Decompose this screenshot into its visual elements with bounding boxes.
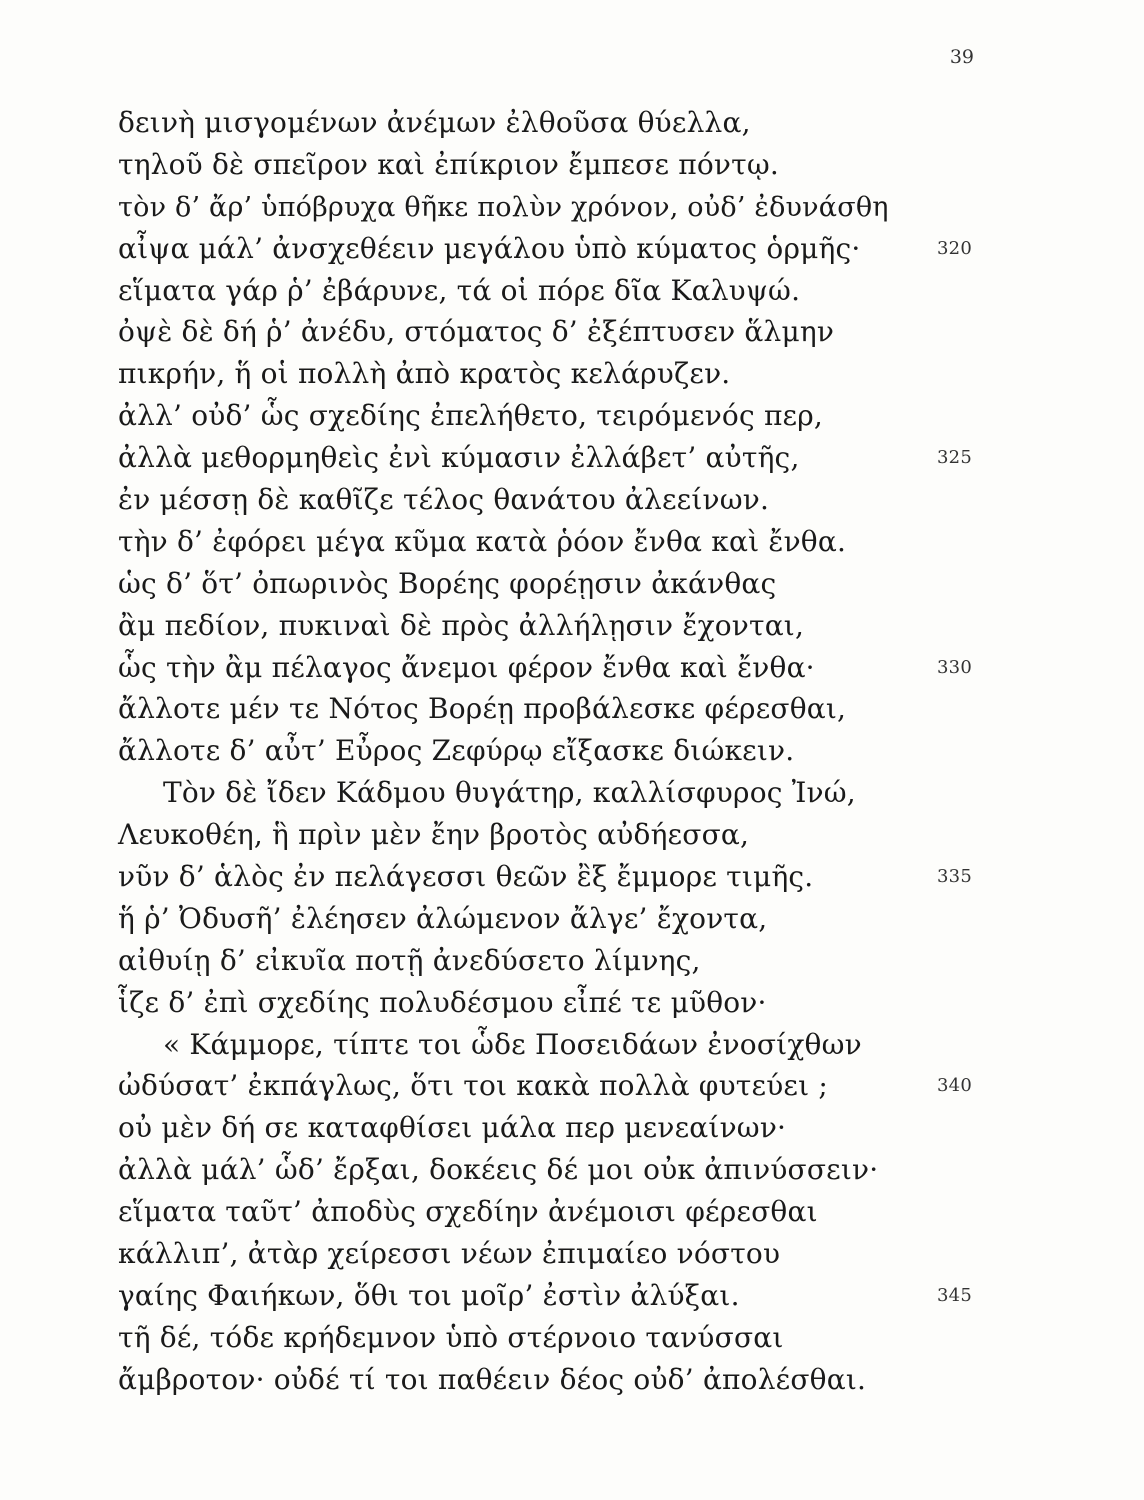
verse-text: εἵματα γάρ ῥ’ ἐβάρυνε, τά οἱ πόρε δῖα Καλυψώ. <box>118 273 801 307</box>
verse-line <box>118 856 998 898</box>
verse-line <box>118 1317 998 1359</box>
verse-text: ἀλλὰ μάλ’ ὧδ’ ἔρξαι, δοκέεις δέ μοι οὐκ ἀπινύσσειν· <box>118 1153 879 1187</box>
verse-text: οὐ μὲν δή σε καταφθίσει μάλα περ μενεαίνων· <box>118 1111 787 1145</box>
verse-line <box>118 144 998 186</box>
verse-text: ὧς τὴν ἂμ πέλαγος ἄνεμοι φέρον ἔνθα καὶ ἔνθα· <box>118 650 815 684</box>
verse-text: ἂμ πεδίον, πυκιναὶ δὲ πρὸς ἀλλήλῃσιν ἔχονται, <box>118 608 805 642</box>
verse-line <box>118 940 998 982</box>
verse-text: ὀψὲ δὲ δή ῥ’ ἀνέδυ, στόματος δ’ ἐξέπτυσεν ἅλμην <box>118 315 835 349</box>
verse-line <box>118 353 998 395</box>
verse-line <box>118 563 998 605</box>
verse-line <box>118 605 998 647</box>
verse-text: τὴν δ’ ἐφόρει μέγα κῦμα κατὰ ῥόον ἔνθα καὶ ἔνθα. <box>118 524 847 558</box>
poem-text <box>118 102 998 1401</box>
line-number: 335 <box>937 866 972 888</box>
verse-text: τὸν δ’ ἄρ’ ὑπόβρυχα θῆκε πολὺν χρόνον, οὐδ’ ἐδυνάσθη <box>118 191 889 223</box>
verse-line <box>118 730 998 772</box>
verse-text: ἐν μέσσῃ δὲ καθῖζε τέλος θανάτου ἀλεείνων. <box>118 483 770 517</box>
verse-line <box>118 898 998 940</box>
verse-line <box>118 1233 998 1275</box>
verse-text: πικρήν, ἥ οἱ πολλὴ ἀπὸ κρατὸς κελάρυζεν. <box>118 357 731 391</box>
verse-line <box>118 1149 998 1191</box>
verse-line <box>118 772 998 814</box>
verse-text: ἄλλοτε δ’ αὖτ’ Εὖρος Ζεφύρῳ εἴξασκε διώκειν. <box>118 734 795 768</box>
verse-text: Τὸν δὲ ἴδεν Κάδμου θυγάτηρ, καλλίσφυρος Ἰνώ, <box>163 776 856 810</box>
verse-text: ἷζε δ’ ἐπὶ σχεδίης πολυδέσμου εἶπέ τε μῦθον· <box>118 985 767 1019</box>
verse-text: ἀλλ’ οὐδ’ ὧς σχεδίης ἐπελήθετο, τειρόμενός περ, <box>118 399 824 433</box>
verse-text: γαίης Φαιήκων, ὅθι τοι μοῖρ’ ἐστὶν ἀλύξαι. <box>118 1278 740 1312</box>
verse-text: ἥ ῥ’ Ὀδυσῆ’ ἐλέησεν ἀλώμενον ἄλγε’ ἔχοντα, <box>118 901 768 935</box>
verse-line <box>118 186 998 228</box>
line-number: 330 <box>937 656 972 678</box>
verse-text: τηλοῦ δὲ σπεῖρον καὶ ἐπίκριον ἔμπεσε πόντῳ. <box>118 147 779 181</box>
verse-text: ἄλλοτε μέν τε Νότος Βορέῃ προβάλεσκε φέρεσθαι, <box>118 692 847 726</box>
verse-line <box>118 688 998 730</box>
verse-line <box>118 270 998 312</box>
verse-text: δεινὴ μισγομένων ἀνέμων ἐλθοῦσα θύελλα, <box>118 106 751 139</box>
verse-line <box>118 311 998 353</box>
verse-text: Λευκοθέη, ἣ πρὶν μὲν ἔην βροτὸς αὐδήεσσα, <box>118 818 750 852</box>
verse-line <box>118 479 998 521</box>
verse-line <box>118 521 998 563</box>
verse-text: ἄμβροτον· οὐδέ τί τοι παθέειν δέος οὐδ’ ἀπολέσθαι. <box>118 1362 867 1396</box>
verse-text: τῆ δέ, τόδε κρήδεμνον ὑπὸ στέρνοιο τανύσσαι <box>118 1320 784 1354</box>
verse-line <box>118 1024 998 1066</box>
verse-line <box>118 228 998 270</box>
verse-line <box>118 1359 998 1401</box>
verse-line <box>118 1065 998 1107</box>
verse-line <box>118 1275 998 1317</box>
page-number: 39 <box>949 46 974 68</box>
verse-line <box>118 982 998 1024</box>
verse-line <box>118 814 998 856</box>
verse-line <box>118 437 998 479</box>
verse-text: ὠδύσατ’ ἐκπάγλως, ὅτι τοι κακὰ πολλὰ φυτεύει ; <box>118 1069 829 1103</box>
line-number: 320 <box>937 237 972 259</box>
verse-line <box>118 647 998 689</box>
verse-line <box>118 1107 998 1149</box>
verse-text: « Κάμμορε, τίπτε τοι ὧδε Ποσειδάων ἐνοσίχθων <box>163 1027 862 1061</box>
verse-text: ἀλλὰ μεθορμηθεὶς ἐνὶ κύμασιν ἐλλάβετ’ αὐτῆς, <box>118 441 800 475</box>
line-number: 325 <box>937 447 972 469</box>
line-number: 345 <box>937 1284 972 1306</box>
verse-line <box>118 102 998 144</box>
verse-text: εἵματα ταῦτ’ ἀποδὺς σχεδίην ἀνέμοισι φέρεσθαι <box>118 1195 818 1229</box>
verse-text: αἶψα μάλ’ ἀνσχεθέειν μεγάλου ὑπὸ κύματος ὁρμῆς· <box>118 231 861 265</box>
verse-text: νῦν δ’ ἁλὸς ἐν πελάγεσσι θεῶν ἒξ ἔμμορε τιμῆς. <box>118 860 814 894</box>
line-number: 340 <box>937 1075 972 1097</box>
verse-text: αἰθυίῃ δ’ εἰκυῖα ποτῇ ἀνεδύσετο λίμνης, <box>118 943 701 977</box>
verse-line <box>118 1191 998 1233</box>
verse-text: ὡς δ’ ὅτ’ ὀπωρινὸς Βορέης φορέῃσιν ἀκάνθας <box>118 566 777 600</box>
verse-text: κάλλιπ’, ἀτὰρ χείρεσσι νέων ἐπιμαίεο νόστου <box>118 1237 781 1271</box>
verse-line <box>118 395 998 437</box>
